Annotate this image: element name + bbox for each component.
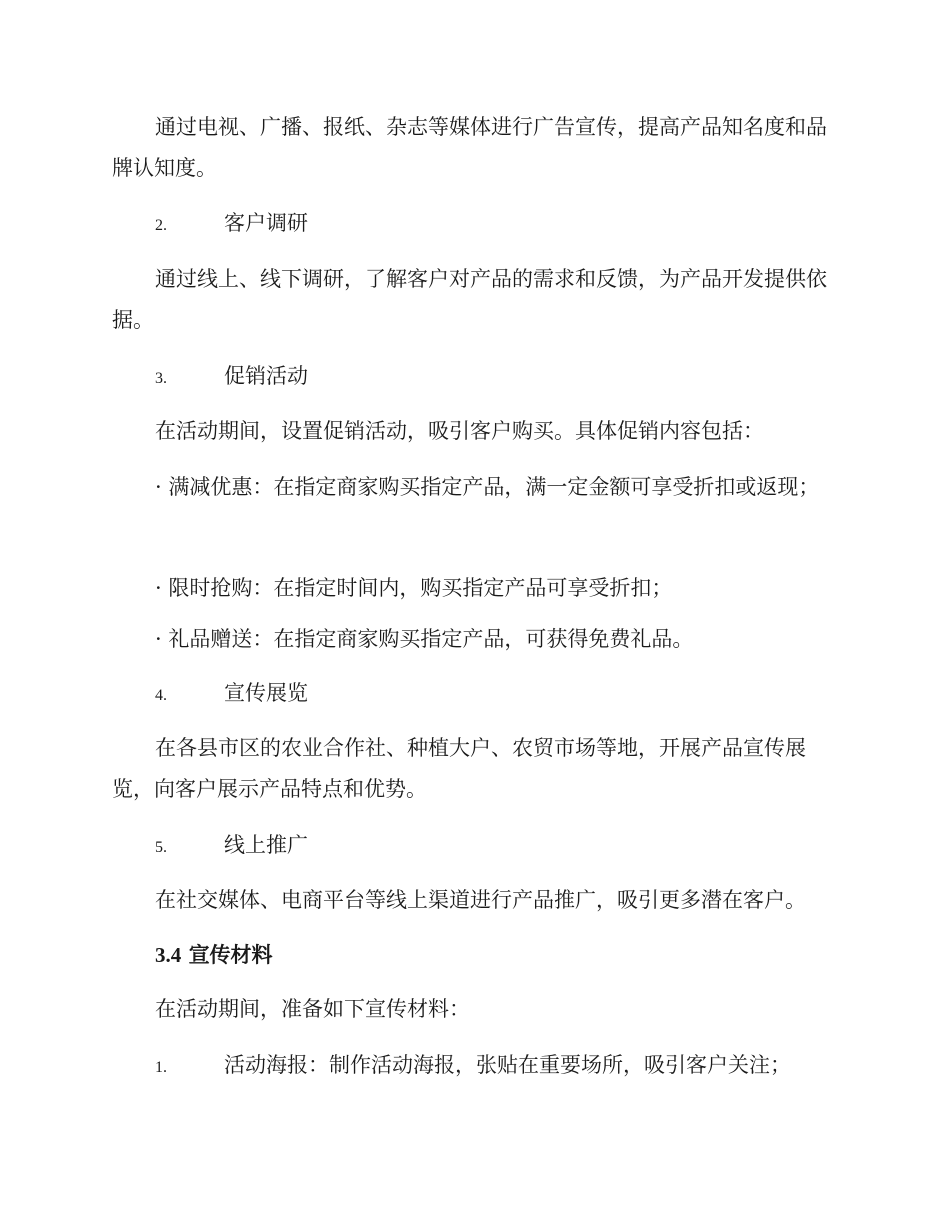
list-number: 2. (155, 217, 167, 234)
bullet-flash-sale: · 限时抢购：在指定时间内，购买指定产品可享受折扣； (155, 576, 673, 600)
paragraph-research: 通过线上、线下调研，了解客户对产品的需求和反馈，为产品开发提供依据。 (112, 267, 827, 332)
list-item-online-promotion (155, 830, 308, 860)
paragraph-online: 在社交媒体、电商平台等线上渠道进行产品推广，吸引更多潜在客户。 (155, 888, 806, 912)
paragraph-media-advertising: 通过电视、广播、报纸、杂志等媒体进行广告宣传，提高产品知名度和品牌认知度。 (112, 115, 827, 180)
list-item-event-poster (155, 1050, 791, 1080)
list-label: 活动海报：制作活动海报，张贴在重要场所，吸引客户关注； (224, 1053, 791, 1077)
bullet-gift: · 礼品赠送：在指定商家购买指定产品，可获得免费礼品。 (155, 627, 694, 651)
paragraph-materials-intro: 在活动期间，准备如下宣传材料： (155, 997, 470, 1021)
section-number: 3.4 (155, 943, 182, 967)
list-number: 3. (155, 370, 167, 387)
section-title: 宣传材料 (188, 942, 273, 967)
list-number: 5. (155, 839, 167, 856)
list-label: 线上推广 (224, 833, 308, 857)
list-item-exhibition (155, 678, 308, 708)
list-label: 宣传展览 (224, 681, 308, 705)
list-number: 1. (155, 1059, 167, 1076)
list-item-customer-research (155, 208, 308, 238)
paragraph-promotion-intro: 在活动期间，设置促销活动，吸引客户购买。具体促销内容包括： (155, 419, 764, 443)
list-number: 4. (155, 687, 167, 704)
list-label: 客户调研 (224, 211, 308, 235)
section-heading (155, 940, 273, 970)
bullet-full-reduction: · 满减优惠：在指定商家购买指定产品，满一定金额可享受折扣或返现； (155, 475, 820, 499)
list-label: 促销活动 (224, 364, 308, 388)
paragraph-exhibition: 在各县市区的农业合作社、种植大户、农贸市场等地，开展产品宣传展览，向客户展示产品特点和优势。 (112, 736, 806, 801)
list-item-promotion (155, 361, 308, 391)
